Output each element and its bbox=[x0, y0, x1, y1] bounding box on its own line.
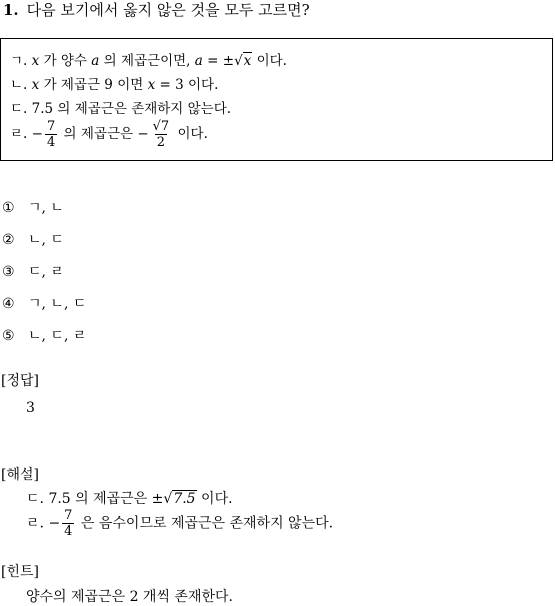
statement-box bbox=[0, 38, 553, 161]
explanation-label: [해설] bbox=[1, 467, 39, 483]
sqrt-symbol: √x bbox=[234, 53, 252, 69]
statement-3: ㄷ. 7.5 의 제곱근은 존재하지 않는다. bbox=[10, 101, 232, 117]
option-4[interactable]: ④ ㄱ, ㄴ, ㄷ bbox=[2, 296, 87, 312]
option-5[interactable]: ⑤ ㄴ, ㄷ, ㄹ bbox=[2, 328, 87, 344]
question-number: 1. bbox=[3, 1, 19, 19]
option-1[interactable]: ① ㄱ, ㄴ bbox=[2, 200, 64, 216]
fraction: $\frac{7}{4}$ bbox=[64, 508, 73, 539]
explanation-line-1: ㄷ. 7.5 의 제곱근은 ±√7.5 이다. bbox=[26, 491, 233, 507]
statement-2: ㄴ. x 가 제곱근 9 이면 x = 3 이다. bbox=[10, 77, 219, 93]
hint-text: 양수의 제곱근은 2 개씩 존재한다. bbox=[26, 589, 233, 605]
question-text: 다음 보기에서 옳지 않은 것을 모두 고르면? bbox=[26, 1, 310, 19]
option-3[interactable]: ③ ㄷ, ㄹ bbox=[2, 264, 64, 280]
statement-4: ㄹ. − $\frac{7}{4}$ 의 제곱근은 − $\frac{√7}{2}$ 이다. bbox=[10, 119, 208, 150]
answer-value: 3 bbox=[26, 400, 35, 416]
fraction: $\frac{7}{4}$ bbox=[46, 119, 56, 150]
explanation-line-2: ㄹ. − $\frac{7}{4}$ 은 음수이므로 제곱근은 존재하지 않는다. bbox=[26, 508, 334, 539]
answer-label: [정답] bbox=[1, 373, 39, 389]
hint-label: [힌트] bbox=[1, 564, 39, 580]
statement-1: ㄱ. x 가 양수 a 의 제곱근이면, a = ±√x 이다. bbox=[10, 53, 287, 69]
fraction: $\frac{√7}{2}$ bbox=[152, 119, 170, 150]
question bbox=[3, 0, 310, 20]
option-2[interactable]: ② ㄴ, ㄷ bbox=[2, 232, 64, 248]
sqrt-symbol: √7.5 bbox=[163, 491, 196, 507]
